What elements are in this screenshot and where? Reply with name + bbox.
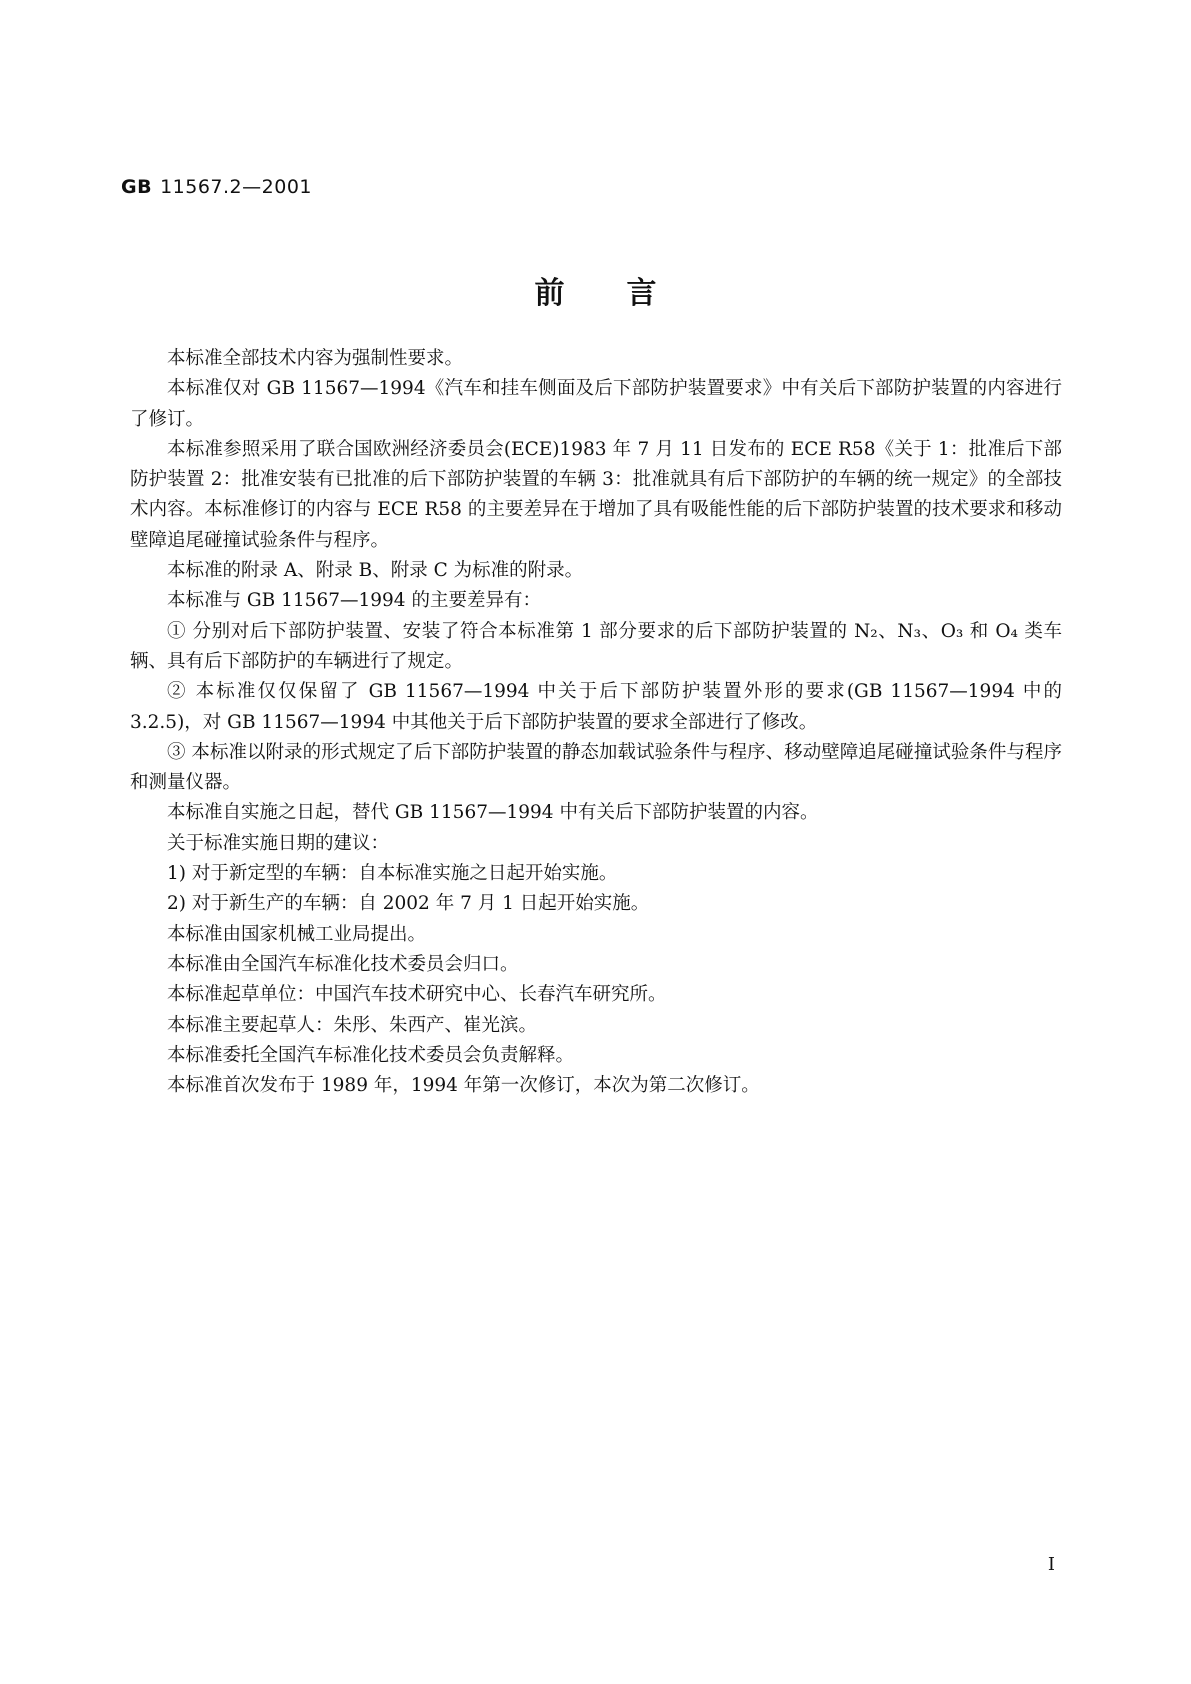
paragraph: 本标准与 GB 11567—1994 的主要差异有： [167,590,541,612]
page-number: I [1047,1554,1055,1575]
paragraph: ② 本标准仅仅保留了 GB 11567—1994 中关于后下部防护装置外形的要求(GB 11567—1994 中的 3.2.5)，对 GB 11567—1994 中其他关于后下部防护装置的要求全部进行了修改。 [130,681,1062,733]
paragraph: 本标准自实施之日起，替代 GB 11567—1994 中有关后下部防护装置的内容。 [167,802,819,824]
paragraph: 本标准由全国汽车标准化技术委员会归口。 [167,953,519,975]
paragraph: ③ 本标准以附录的形式规定了后下部防护装置的静态加载试验条件与程序、移动壁障追尾碰撞试验条件与程序和测量仪器。 [130,741,1062,794]
paragraph: 本标准全部技术内容为强制性要求。 [167,348,464,369]
paragraph: 1) 对于新定型的车辆：自本标准实施之日起开始实施。 [167,863,618,885]
standard-code-prefix: GB [121,176,153,198]
page-title: 前言 [534,276,719,311]
paragraph: 本标准由国家机械工业局提出。 [167,923,427,945]
paragraph: 本标准委托全国汽车标准化技术委员会负责解释。 [167,1044,575,1066]
paragraph: 关于标准实施日期的建议： [167,832,390,854]
standard-code-number: 11567.2—2001 [160,176,313,198]
paragraph: 本标准的附录 A、附录 B、附录 C 为标准的附录。 [167,560,584,582]
paragraph: 本标准参照采用了联合国欧洲经济委员会(ECE)1983 年 7 月 11 日发布的 ECE R58《关于 1：批准后下部防护装置 2：批准安装有已批准的后下部防护装置的车辆 3：批准就具有后下部防护的车辆的统一规定》的全部技术内容。本标准修订的内容与 ECE R58 的主要差异在于增加了具有吸能性能的后下部防护装置的技术要求和移动壁障追尾碰撞试验条件与程序。 [130,438,1062,551]
paragraph: 本标准仅对 GB 11567—1994《汽车和挂车侧面及后下部防护装置要求》中有关后下部防护装置的内容进行了修订。 [130,378,1062,430]
paragraph: 2) 对于新生产的车辆：自 2002 年 7 月 1 日起开始实施。 [167,893,650,915]
foreword-body [130,344,1062,1101]
paragraph: 本标准主要起草人：朱彤、朱西产、崔光滨。 [167,1014,538,1036]
paragraph: 本标准起草单位：中国汽车技术研究中心、长春汽车研究所。 [167,984,667,1006]
paragraph: ① 分别对后下部防护装置、安装了符合本标准第 1 部分要求的后下部防护装置的 N₂、N₃、O₃ 和 O₄ 类车辆、具有后下部防护的车辆进行了规定。 [130,620,1062,672]
document-header [121,176,312,198]
paragraph: 本标准首次发布于 1989 年，1994 年第一次修订，本次为第二次修订。 [167,1075,760,1097]
